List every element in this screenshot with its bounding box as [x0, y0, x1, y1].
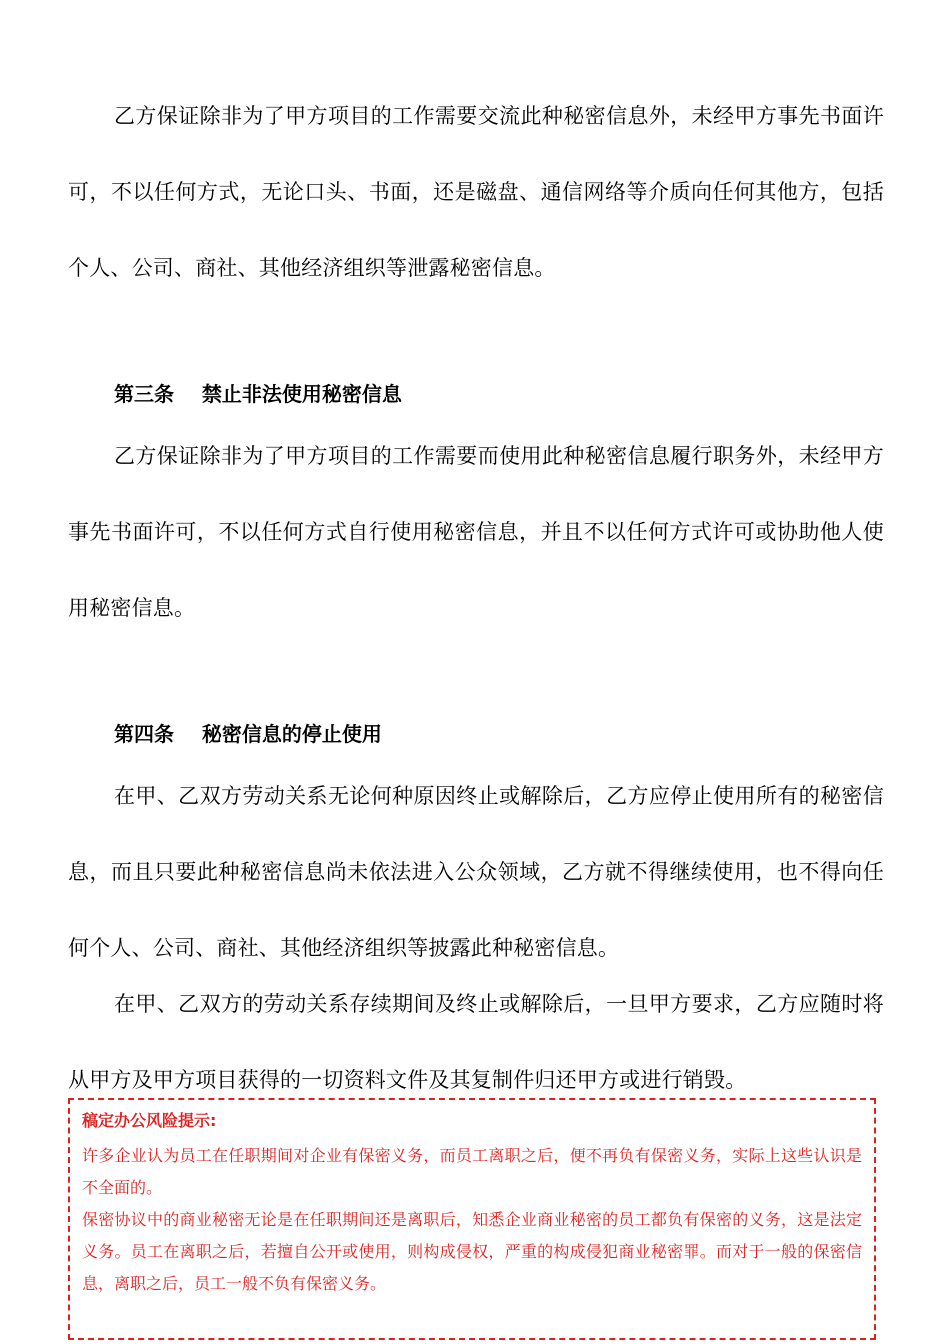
risk-notice-text-2: 保密协议中的商业秘密无论是在任职期间还是离职后，知悉企业商业秘密的员工都负有保密的义务，这是法定义务。员工在离职之后，若擅自公开或使用，则构成侵权，严重的构成侵犯商业秘密罪。而对于一般的保密信息，离职之后，员工一般不负有保密义务。 [82, 1210, 862, 1293]
article-3-heading: 第三条 禁止非法使用秘密信息 [114, 382, 402, 406]
article-3-paragraph: 乙方保证除非为了甲方项目的工作需要而使用此种秘密信息履行职务外，未经甲方事先书面许可，不以任何方式自行使用秘密信息，并且不以任何方式许可或协助他人使用秘密信息。 [68, 444, 884, 620]
article-4-paragraph-1: 在甲、乙双方劳动关系无论何种原因终止或解除后，乙方应停止使用所有的秘密信息，而且只要此种秘密信息尚未依法进入公众领域，乙方就不得继续使用，也不得向任何个人、公司、商社、其他经济组织等披露此种秘密信息。 [68, 784, 884, 960]
risk-notice-box [68, 1098, 876, 1340]
confidentiality-paragraph: 乙方保证除非为了甲方项目的工作需要交流此种秘密信息外，未经甲方事先书面许可，不以任何方式，无论口头、书面，还是磁盘、通信网络等介质向任何其他方，包括个人、公司、商社、其他经济组织等泄露秘密信息。 [68, 104, 884, 280]
article-4-heading: 第四条 秘密信息的停止使用 [114, 722, 382, 746]
article-4-paragraph-2: 在甲、乙双方的劳动关系存续期间及终止或解除后，一旦甲方要求，乙方应随时将从甲方及甲方项目获得的一切资料文件及其复制件归还甲方或进行销毁。 [68, 992, 884, 1092]
risk-notice-text-1: 许多企业认为员工在任职期间对企业有保密义务，而员工离职之后，便不再负有保密义务，实际上这些认识是不全面的。 [82, 1146, 862, 1197]
risk-notice-title: 稿定办公风险提示: [82, 1111, 217, 1130]
